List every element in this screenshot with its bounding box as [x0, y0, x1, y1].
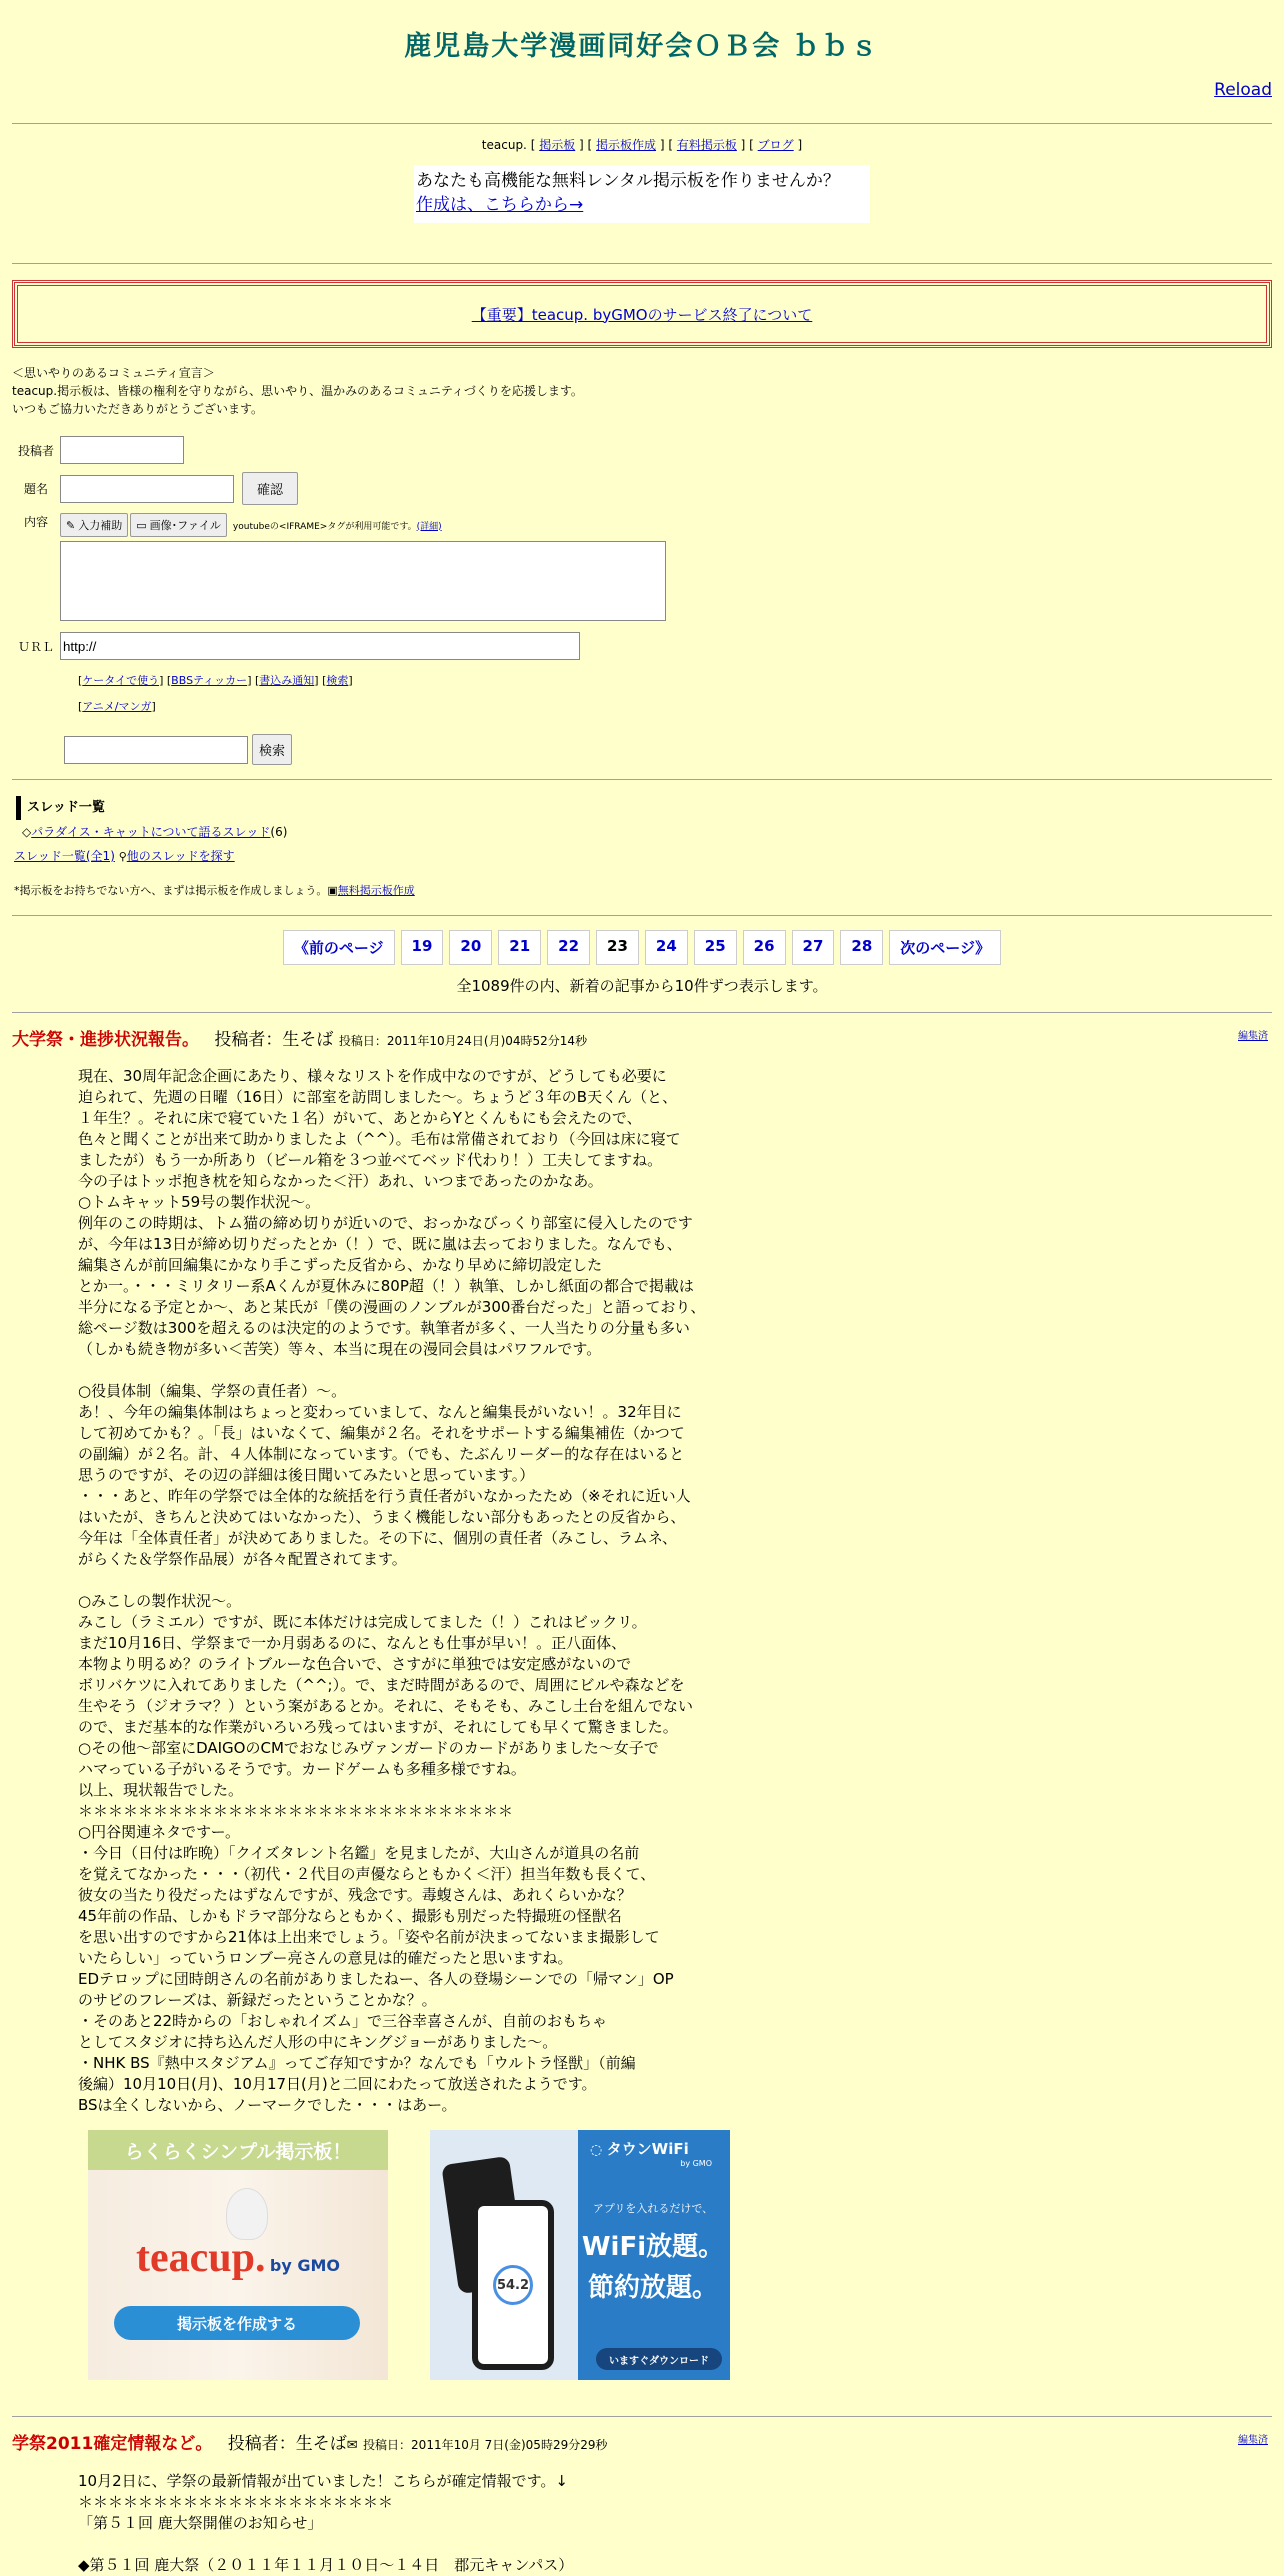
divider — [12, 1012, 1272, 1013]
prev-page-button[interactable]: 《前のページ — [283, 930, 395, 965]
ad2-gmo-label: by GMO — [680, 2159, 712, 2168]
link-blog[interactable]: ブログ — [757, 138, 794, 152]
details-link[interactable]: (詳細) — [416, 521, 442, 532]
townwifi-logo: タウンWiFi — [606, 2140, 689, 2158]
url-input[interactable] — [60, 632, 580, 660]
text-ad-line: あなたも高機能な無料レンタル掲示板を作りませんか？ — [416, 171, 840, 191]
mail-icon: ✉ — [346, 2438, 358, 2453]
thread-item-link[interactable]: パラダイス・キャットについて語るスレッド — [31, 825, 271, 839]
content-label: 内容 — [23, 515, 48, 529]
subject-label: 題名 — [23, 482, 48, 496]
thread-list-heading: スレッド一覧 — [16, 796, 1268, 820]
link-bbs[interactable]: 掲示板 — [539, 138, 576, 152]
declaration-heading: ＜思いやりのあるコミュニティ宣言＞ — [12, 366, 215, 380]
create-note: *掲示板をお持ちでない方へ、まずは掲示板を作成しましょう。 — [14, 884, 328, 897]
ad2-line2: WiFi放題。 — [581, 2232, 725, 2262]
thread-list: スレッド一覧 ◇パラダイス・キャットについて語るスレッド(6) スレッド一覧(全1) ⚲他のスレッドを探す *掲示板をお持ちでない方へ、まずは掲示板を作成しましょう。▣無料掲示板作成 — [16, 796, 1268, 903]
page-21[interactable]: 21 — [498, 930, 541, 965]
confirm-button[interactable]: 確認 — [242, 472, 298, 505]
page-26[interactable]: 26 — [743, 930, 786, 965]
post-author: 投稿者：生そば — [214, 1030, 334, 1050]
other-threads-link[interactable]: 他のスレッドを探す — [126, 849, 235, 863]
edited-link[interactable]: 編集済 — [1238, 1031, 1268, 1042]
post-title: 学祭2011確定情報など。 — [12, 2434, 213, 2454]
post-body: 10月2日に、学祭の最新情報が出ていました！こちらが確定情報です。↓ ＊＊＊＊＊＊＊＊＊＊＊＊＊＊＊＊＊＊＊＊＊ 「第５１回 鹿大祭開催のお知らせ」 ◆第５１回 鹿大祭（２０１１年１１月１０日～１４日 郡元キャンパス） — [78, 2472, 574, 2574]
page-24[interactable]: 24 — [645, 930, 688, 965]
mascot-icon — [226, 2188, 268, 2240]
ad-banners — [88, 2130, 1272, 2380]
text-ad — [414, 165, 870, 223]
divider — [12, 263, 1272, 264]
search-icon: ⚲ — [118, 850, 127, 863]
search-input[interactable] — [64, 736, 248, 764]
create-bbs-ad-button[interactable]: 掲示板を作成する — [114, 2306, 360, 2340]
input-help-button[interactable]: ✎ 入力補助 — [60, 513, 128, 537]
page-20[interactable]: 20 — [449, 930, 492, 965]
post — [12, 1027, 1272, 2380]
declaration-text: teacup.掲示板は、皆様の権利を守りながら、思いやり、温かみのあるコミュニティづくりを応援します。 — [12, 384, 583, 398]
text-ad-link[interactable]: 作成は、こちらから→ — [416, 195, 584, 215]
ad-tagline: らくらくシンプル掲示板！ — [88, 2130, 388, 2170]
teacup-prefix: teacup. — [481, 138, 527, 152]
declaration-thanks: いつもご協力いただきありがとうございます。 — [12, 402, 264, 416]
download-button[interactable]: いますぐダウンロード — [596, 2348, 722, 2370]
url-label: ＵＲＬ — [17, 639, 54, 654]
all-threads-link[interactable]: スレッド一覧(全1) — [14, 849, 115, 863]
page-22[interactable]: 22 — [547, 930, 590, 965]
post-body: 現在、30周年記念企画にあたり、様々なリストを作成中なのですが、どうしても必要に 迫られて、先週の日曜（16日）に部室を訪問しました～。ちょうど３年のB天くん（と、 １年生？。それに床で寝ていた１名）がいて、あとからYとくんもにも会えたので、 色々と聞くことが出来て助かりましたよ（^^）。毛布は常備されており（今回は床に寝て ましたが）もう一か所あり（ビール箱を３つ並べてベッド代わり！）工夫してますね。 今の子はトッポ抱き枕を知らなかった＜汗）あれ、いつまであったのかなあ。 ○トムキャット59号の製作状況～。 例年のこの時期は、トム猫の締め切りが近いので、おっかなびっくり部室に侵入したのです が、今年は13日が締め切りだったとか（！）で、既に嵐は去っておりました。なんでも、 編集さんが前回編集にかなり手こずった反省から、かなり早めに締切設定した とか一。・・・ミリタリー系Aくんが夏休みに80P超（！）執筆、しかし紙面の都合で掲載は 半分になる予定とか～、あと某氏が「僕の漫画のノンブルが300番台だった」と語っており、 総ページ数は300を超えるのは決定的のようです。執筆者が多く、一人当たりの分量も多い （しかも続き物が多い＜苦笑）等々、本当に現在の漫同会員はパワフルです。 ○役員体制（編集、学祭の責任者）～。 あ！、今年の編集体制はちょっと変わっていまして、なんと編集長がいない！。32年目に して初めてかも？。「長」はいなくて、編集が２名。それをサポートする編集補佐（かつて の副編）が２名。計、４人体制になっています。（でも、たぶんリーダー的な存在はいると 思うのですが、その辺の詳細は後日聞いてみたいと思っています。） ・・・あと、昨年の学祭では全体的な統括を行う責任者がいなかったため（※それに近い人 はいたが、きちんと決めてはいなかった）、うまく機能しない部分もあったとの反省から、 今年は「全体責任者」が決めてありました。その下に、個別の責任者（みこし、ラムネ、 がらくた＆学祭作品展）が各々配置されてます。 ○みこしの製作状況～。 みこし（ラミエル）ですが、既に本体だけは完成してました（！）これはビックリ。 まだ10月16日、学祭まで一か月弱あるのに、なんとも仕事が早い！。正八面体、 本物より明るめ？のライトブルーな色合いで、さすがに単独では安定感がないので ボリバケツに入れてありました（^^;）。で、まだ時間があるので、周囲にビルや森などを 生やそう（ジオラマ？）という案があるとか。それに、そもそも、みこし土台を組んでない ので、まだ基本的な作業がいろいろ残ってはいますが、それにしても早くて驚きました。 ○その他～部室にDAIGOのCMでおなじみヴァンガードのカードがありました～女子で ハマっている子がいるそうです。カードゲームも多種多様ですね。 以上、現状報告でした。 ＊＊＊＊＊＊＊＊＊＊＊＊＊＊＊＊＊＊＊＊＊＊＊＊＊＊＊＊＊ ○円谷関連ネタですー。 ・今日（日付は昨晩）「クイズタレント名鑑」を見ましたが、大山さんが道具の名前 を覚えてなかった・・・（初代・２代目の声優ならともかく＜汗）担当年数も長くて、 彼女の当たり役だったはずなんですが、残念です。毒蝮さんは、あれくらいかな？ 45年前の作品、しかもドラマ部分ならともかく、撮影も別だった特撮班の怪獣名 を思い出すのですから21体は上出来でしょう。「姿や名前が決まってないまま撮影して いたらしい」っていうロンブー亮さんの意見は的確だったと思いますね。 EDテロップに団時朗さんの名前がありましたねー、各人の登場シーンでの「帰マン」OP のサビのフレーズは、新録だったということかな？。 ・そのあと22時からの「おしゃれイズム」で三谷幸喜さんが、自前のおもちゃ としてスタジオに持ち込んだ人形の中にキングジョーがありました～。 ・NHK BS『熱中スタジアム』ってご存知ですか？なんでも「ウルトラ怪獣」（前編 後編）10月10日(月)、10月17日(月)と二回にわたって放送されたようです。 BSは全くしないから、ノーマークでした・・・はあー。 — [78, 1067, 706, 2114]
divider — [12, 2416, 1272, 2417]
thread-item-count: (6) — [270, 825, 288, 839]
bbs-icon: ▣ — [327, 884, 338, 897]
page-title: 鹿児島大学漫画同好会ＯＢ会 ｂｂｓ — [404, 31, 880, 62]
post-date: 投稿日：2011年10月 7日(金)05時29分29秒 — [363, 2438, 608, 2452]
gmo-label: by GMO — [269, 2256, 341, 2275]
pagination — [0, 930, 1284, 965]
page-19[interactable]: 19 — [401, 930, 444, 965]
page-23-current: 23 — [596, 930, 639, 965]
post-title: 大学祭・進捗状況報告。 — [12, 1030, 199, 1050]
anime-manga-link[interactable]: アニメ/マンガ — [82, 700, 152, 713]
mobile-link[interactable]: ケータイで使う — [82, 674, 160, 687]
image-file-button[interactable]: ▭ 画像･ファイル — [130, 513, 227, 537]
ticker-link[interactable]: BBSティッカー — [171, 674, 248, 687]
content-textarea[interactable] — [60, 541, 666, 621]
folder-icon: ▭ — [136, 518, 147, 532]
next-page-button[interactable]: 次のページ》 — [889, 930, 1001, 965]
edited-link[interactable]: 編集済 — [1238, 2435, 1268, 2446]
form-links: [ケータイで使う] [BBSティッカー] [書込み通知] [検索] [アニメ/マンガ] — [78, 674, 353, 713]
input-help-icon: ✎ — [66, 518, 76, 532]
search-link[interactable]: 検索 — [326, 674, 349, 687]
ad2-line1: アプリを入れるだけで、 — [592, 2202, 714, 2215]
speed-reading: 54.2 — [493, 2265, 533, 2305]
link-create-bbs[interactable]: 掲示板作成 — [596, 138, 657, 152]
link-paid-bbs[interactable]: 有料掲示板 — [676, 138, 737, 152]
page-28[interactable]: 28 — [840, 930, 883, 965]
divider — [12, 915, 1272, 916]
phone-illustration — [472, 2200, 554, 2370]
wifi-icon: ◌ — [590, 2142, 603, 2158]
search-button[interactable]: 検索 — [252, 734, 292, 765]
youtube-note: youtubeの<IFRAME>タグが利用可能です。 — [232, 521, 417, 532]
post-count-summary: 全1089件の内、新着の記事から10件ずつ表示します。 — [456, 977, 828, 995]
post-author: 投稿者：生そば — [227, 2434, 347, 2454]
top-links: teacup. [ 掲示板 ] [ 掲示板作成 ] [ 有料掲示板 ] [ ブログ ] — [481, 138, 803, 152]
post — [12, 2431, 1272, 2576]
ad2-line3: 節約放題。 — [587, 2273, 718, 2303]
divider — [12, 779, 1272, 780]
name-label: 投稿者 — [17, 443, 54, 458]
notice-box — [12, 280, 1272, 348]
community-declaration — [12, 364, 1272, 418]
divider — [12, 123, 1272, 124]
page-25[interactable]: 25 — [694, 930, 737, 965]
subject-input[interactable] — [60, 475, 234, 503]
post-date: 投稿日：2011年10月24日(月)04時52分14秒 — [338, 1034, 588, 1048]
reload-link[interactable]: Reload — [1214, 80, 1272, 100]
townwifi-ad-banner[interactable] — [430, 2130, 730, 2380]
name-input[interactable] — [60, 436, 184, 464]
teacup-logo: teacup. — [135, 2235, 266, 2281]
post-form — [12, 436, 1272, 765]
notify-link[interactable]: 書込み通知 — [259, 674, 315, 687]
notice-link[interactable]: 【重要】teacup. byGMOのサービス終了について — [471, 305, 813, 324]
create-bbs-link[interactable]: 無料掲示板作成 — [337, 884, 415, 897]
page-27[interactable]: 27 — [792, 930, 835, 965]
teacup-ad-banner[interactable] — [88, 2130, 388, 2380]
